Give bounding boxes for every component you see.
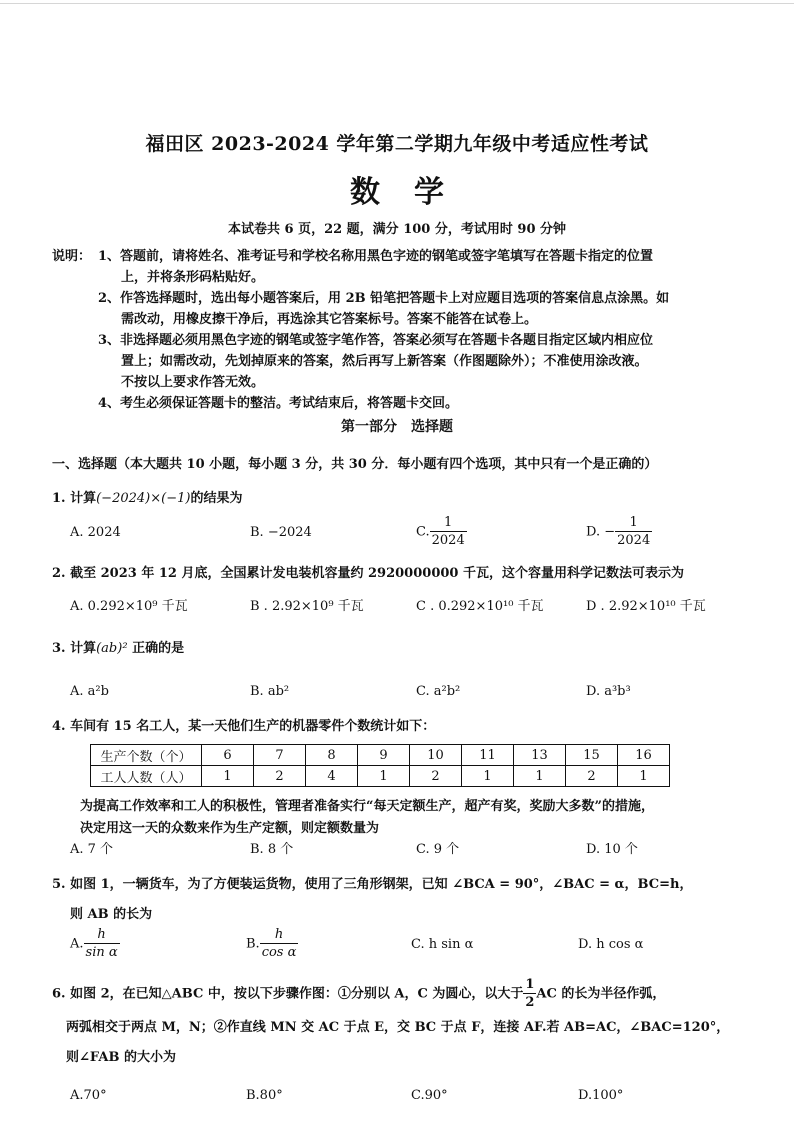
- instruction-line: 3、非选择题必须用黑色字迹的钢笔或签字笔作答，答案必须写在答题卡各题目指定区域内相应位: [98, 333, 654, 348]
- instruction-line: 2、作答选择题时，选出每小题答案后，用 2B 铅笔把答题卡上对应题目选项的答案信息点涂黑。如: [98, 291, 670, 306]
- top-border-line: [0, 3, 794, 4]
- table-cell: 2: [566, 766, 618, 787]
- table-cell: 2: [410, 766, 462, 787]
- q6-line-1-start: 6. 如图 2，在已知△ABC 中，按以下步骤作图：①分别以 A，C 为圆心，以大于: [52, 986, 524, 1002]
- q1-option-a[interactable]: A. 2024: [70, 525, 121, 540]
- instruction-line: 不按以上要求作答无效。: [121, 375, 265, 390]
- q3-option-b[interactable]: B. ab²: [250, 684, 290, 699]
- q5-option-b[interactable]: [246, 926, 298, 962]
- table-cell: 4: [306, 766, 358, 787]
- fraction-denominator: 2: [525, 995, 535, 1010]
- frequency-table: [90, 744, 670, 787]
- question-4: 4. 车间有 15 名工人，某一天他们生产的机器零件个数统计如下：: [52, 719, 436, 734]
- q2-option-c[interactable]: C . 0.292×10¹⁰ 千瓦: [416, 599, 544, 614]
- section-heading: 一、选择题（本大题共 10 小题，每小题 3 分，共 30 分．每小题有四个选项，其中只有一个是正确的）: [52, 457, 658, 472]
- fraction-numerator: 1: [525, 977, 535, 992]
- table-row: [91, 766, 670, 787]
- table-header-cell: 生产个数（个）: [91, 745, 202, 766]
- table-cell: 9: [358, 745, 410, 766]
- instruction-line: 需改动，用橡皮擦干净后，再选涂其它答案标号。答案不能答在试卷上。: [121, 312, 538, 327]
- table-cell: 7: [254, 745, 306, 766]
- exam-info: 本试卷共 6 页，22 题，满分 100 分，考试用时 90 分钟: [227, 222, 567, 237]
- q5-line-2: 则 AB 的长为: [70, 907, 153, 922]
- q1-option-c[interactable]: [416, 514, 467, 550]
- q6-line-1-end: AC 的长为半径作弧，: [536, 986, 666, 1002]
- question-2: 2. 截至 2023 年 12 月底，全国累计发电装机容量约 2920000000 千瓦，这个容量用科学记数法可表示为: [52, 566, 684, 581]
- q5-option-a-fraction: [84, 926, 120, 962]
- table-cell: 1: [514, 766, 566, 787]
- table-cell: 8: [306, 745, 358, 766]
- table-cell: 11: [462, 745, 514, 766]
- q1-option-b[interactable]: B. −2024: [250, 525, 312, 540]
- table-cell: 10: [410, 745, 462, 766]
- table-cell: 1: [462, 766, 514, 787]
- q6-option-c[interactable]: C.90°: [411, 1088, 448, 1103]
- q6-line-2: 两弧相交于两点 M，N；②作直线 MN 交 AC 于点 E，交 BC 于点 F，连接 AF.若 AB=AC，∠BAC=120°，: [66, 1020, 730, 1035]
- q1-option-c-fraction: [430, 514, 467, 550]
- subject-title: 数学: [350, 175, 478, 210]
- q3-option-a[interactable]: A. a²b: [70, 684, 109, 699]
- q3-prefix: 3. 计算: [52, 641, 97, 656]
- q6-option-a[interactable]: A.70°: [70, 1088, 107, 1103]
- question-3: [52, 640, 184, 658]
- table-row: [91, 745, 670, 766]
- q1-option-d-label: D. −: [586, 524, 616, 540]
- q5-option-a[interactable]: [70, 926, 120, 962]
- q1-option-d-fraction: [615, 514, 652, 550]
- fraction-numerator: 1: [430, 514, 467, 532]
- q3-expression: (ab)²: [96, 641, 128, 656]
- q1-prefix: 1. 计算: [52, 491, 97, 506]
- q4-line-2: 为提高工作效率和工人的积极性，管理者准备实行“每天定额生产，超产有奖，奖励大多数”的措施，: [80, 799, 654, 814]
- instruction-line: 置上；如需改动，先划掉原来的答案，然后再写上新答案（作图题除外）；不准使用涂改液。: [121, 354, 648, 369]
- q6-option-d[interactable]: D.100°: [578, 1088, 624, 1103]
- q5-option-c[interactable]: C. h sin α: [411, 937, 474, 952]
- fraction-denominator: 2024: [617, 533, 651, 548]
- q5-option-d[interactable]: D. h cos α: [578, 937, 644, 952]
- q6-line-3: 则∠FAB 的大小为: [66, 1050, 176, 1065]
- q2-option-b[interactable]: B . 2.92×10⁹ 千瓦: [250, 599, 364, 614]
- fraction-numerator: h: [84, 926, 120, 944]
- instruction-line: 4、考生必须保证答题卡的整洁。考试结束后，将答题卡交回。: [98, 396, 459, 411]
- q2-option-d[interactable]: D . 2.92×10¹⁰ 千瓦: [586, 599, 706, 614]
- q1-expression: (−2024)×(−1): [96, 491, 191, 506]
- q1-suffix: 的结果为: [190, 491, 243, 506]
- q5-option-a-label: A.: [70, 936, 84, 952]
- question-6: [52, 976, 665, 1012]
- q3-suffix: 正确的是: [132, 641, 185, 656]
- table-cell: 13: [514, 745, 566, 766]
- question-5: 5. 如图 1，一辆货车，为了方便装运货物，使用了三角形钢架，已知 ∠BCA = 90°，∠BAC = α，BC=h，: [52, 877, 693, 892]
- section-title: 第一部分 选择题: [341, 419, 453, 435]
- fraction-numerator: h: [260, 926, 299, 944]
- q3-option-d[interactable]: D. a³b³: [586, 684, 631, 699]
- q4-option-c[interactable]: C. 9 个: [416, 842, 460, 857]
- table-cell: 2: [254, 766, 306, 787]
- instructions-label: 说明：: [52, 249, 92, 264]
- q4-option-a[interactable]: A. 7 个: [70, 842, 114, 857]
- fraction-denominator: cos α: [261, 945, 297, 960]
- q4-option-b[interactable]: B. 8 个: [250, 842, 294, 857]
- table-cell: 1: [202, 766, 254, 787]
- q5-option-b-fraction: [260, 926, 299, 962]
- table-cell: 6: [202, 745, 254, 766]
- question-1: [52, 490, 242, 508]
- fraction-denominator: 2024: [431, 533, 465, 548]
- q6-option-b[interactable]: B.80°: [246, 1088, 283, 1103]
- fraction-denominator: sin α: [85, 945, 118, 960]
- q6-fraction: [523, 976, 536, 1012]
- q1-option-d[interactable]: [586, 514, 652, 550]
- table-cell: 1: [358, 766, 410, 787]
- q4-line-3: 决定用这一天的众数来作为生产定额，则定额数量为: [80, 821, 380, 836]
- fraction-numerator: 1: [615, 514, 652, 532]
- table-cell: 16: [618, 745, 670, 766]
- table-cell: 1: [618, 766, 670, 787]
- table-cell: 15: [566, 745, 618, 766]
- table-header-cell: 工人人数（人）: [91, 766, 202, 787]
- instruction-line: 上，并将条形码粘贴好。: [121, 270, 265, 285]
- q1-option-c-label: C.: [416, 524, 430, 540]
- q5-option-b-label: B.: [246, 936, 260, 952]
- instruction-line: 1、答题前，请将姓名、准考证号和学校名称用黑色字迹的钢笔或签字笔填写在答题卡指定的位置: [98, 249, 654, 264]
- q2-option-a[interactable]: A. 0.292×10⁹ 千瓦: [70, 599, 188, 614]
- q4-option-d[interactable]: D. 10 个: [586, 842, 638, 857]
- q3-option-c[interactable]: C. a²b²: [416, 684, 461, 699]
- exam-title: 福田区 2023-2024 学年第二学期九年级中考适应性考试: [145, 133, 649, 155]
